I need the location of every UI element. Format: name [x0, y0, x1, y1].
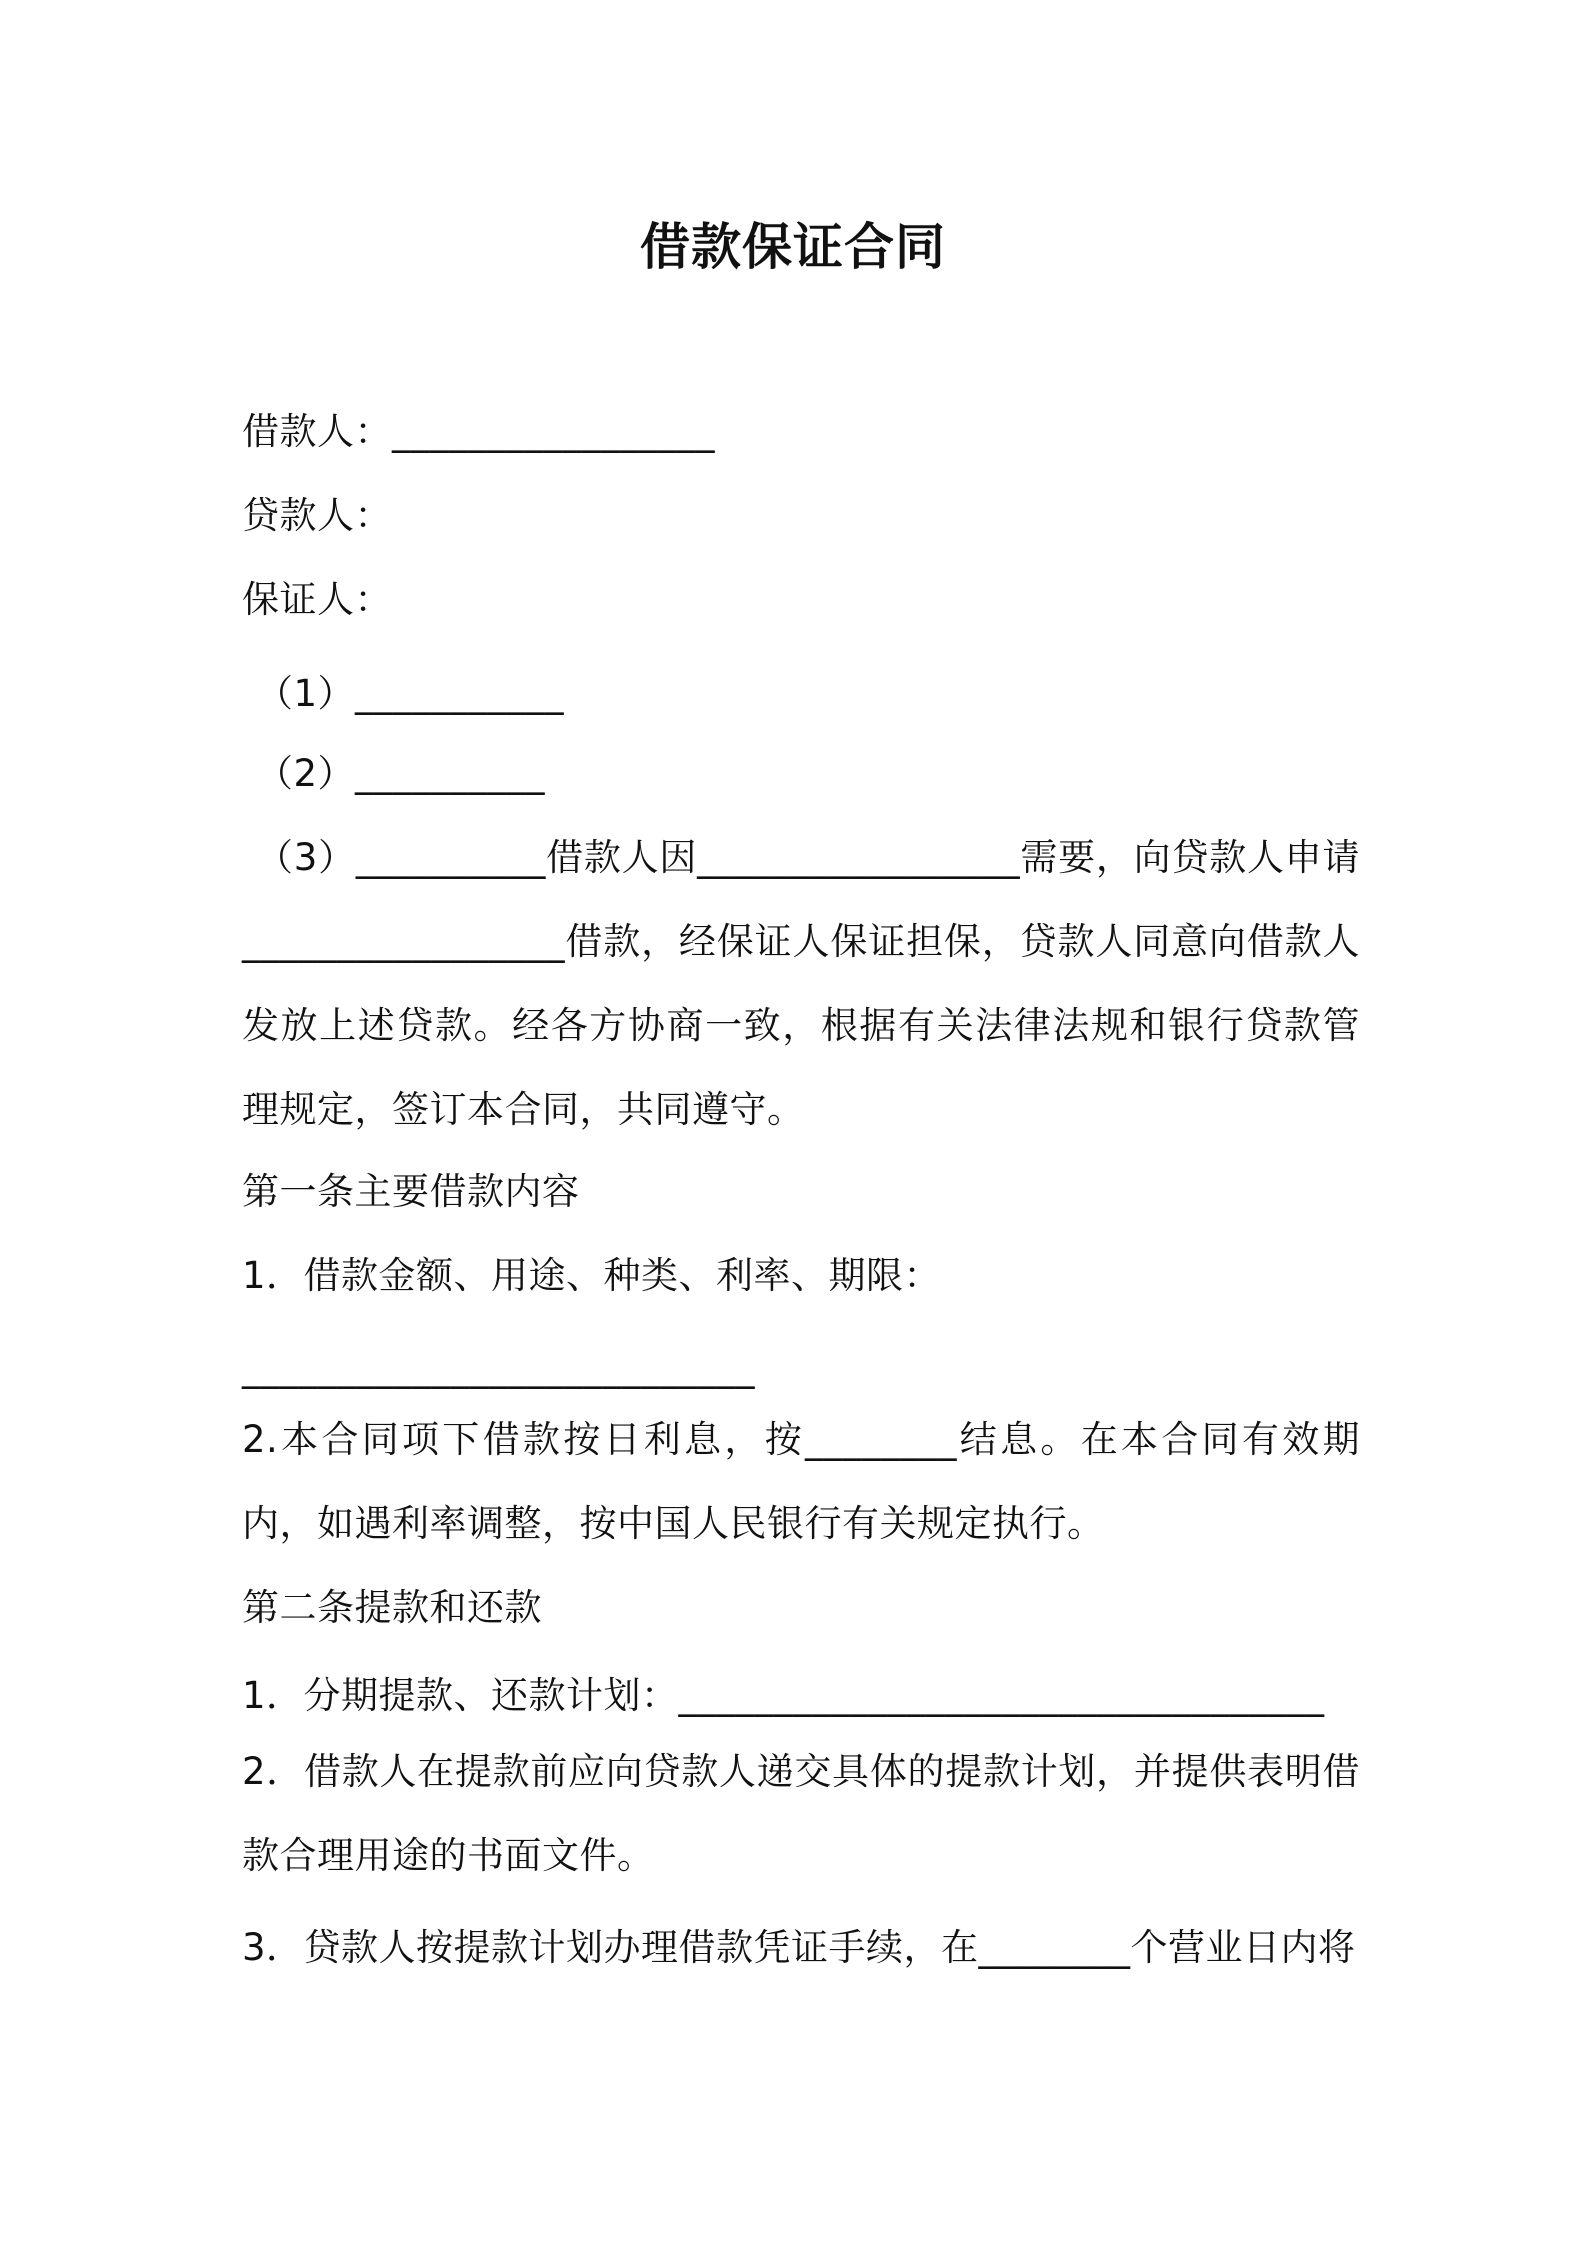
document-title: 借款保证合同 [640, 218, 946, 276]
guarantor-line: 保证人： [242, 578, 392, 621]
article-1-item-1: 1．借款金额、用途、种类、利率、期限： [242, 1254, 942, 1297]
article-2-item-2: 2．借款人在提款前应向贷款人递交具体的提款计划，并提供表明借款合理用途的书面文件。 [242, 1750, 1360, 1877]
guarantor-1-line: （1）___________ [256, 672, 565, 715]
article-2-heading: 第二条提款和还款 [242, 1586, 542, 1629]
article-1-heading: 第一条主要借款内容 [242, 1170, 580, 1213]
article-1-item-1-blank: ___________________________ [242, 1346, 755, 1389]
article-2-item-3: 3．贷款人按提款计划办理借款凭证手续，在________个营业日内将 [242, 1926, 1356, 1969]
preamble-paragraph: （3）__________借款人因_________________需要，向贷款人申请_________________借款，经保证人保证担保，贷款人同意向借款人发放上述贷款。经各方协商一致，根据有关法律法规和银行贷款管理规定，签订本合同，共同遵守。 [242, 836, 1360, 1131]
article-2-item-1: 1．分期提款、还款计划：__________________________________ [242, 1674, 1325, 1717]
guarantor-2-line: （2）__________ [256, 752, 546, 795]
article-1-item-2: 2.本合同项下借款按日利息，按________结息。在本合同有效期内，如遇利率调整，按中国人民银行有关规定执行。 [242, 1418, 1360, 1545]
borrower-line: 借款人：_________________ [242, 410, 715, 453]
lender-line: 贷款人： [242, 494, 392, 537]
